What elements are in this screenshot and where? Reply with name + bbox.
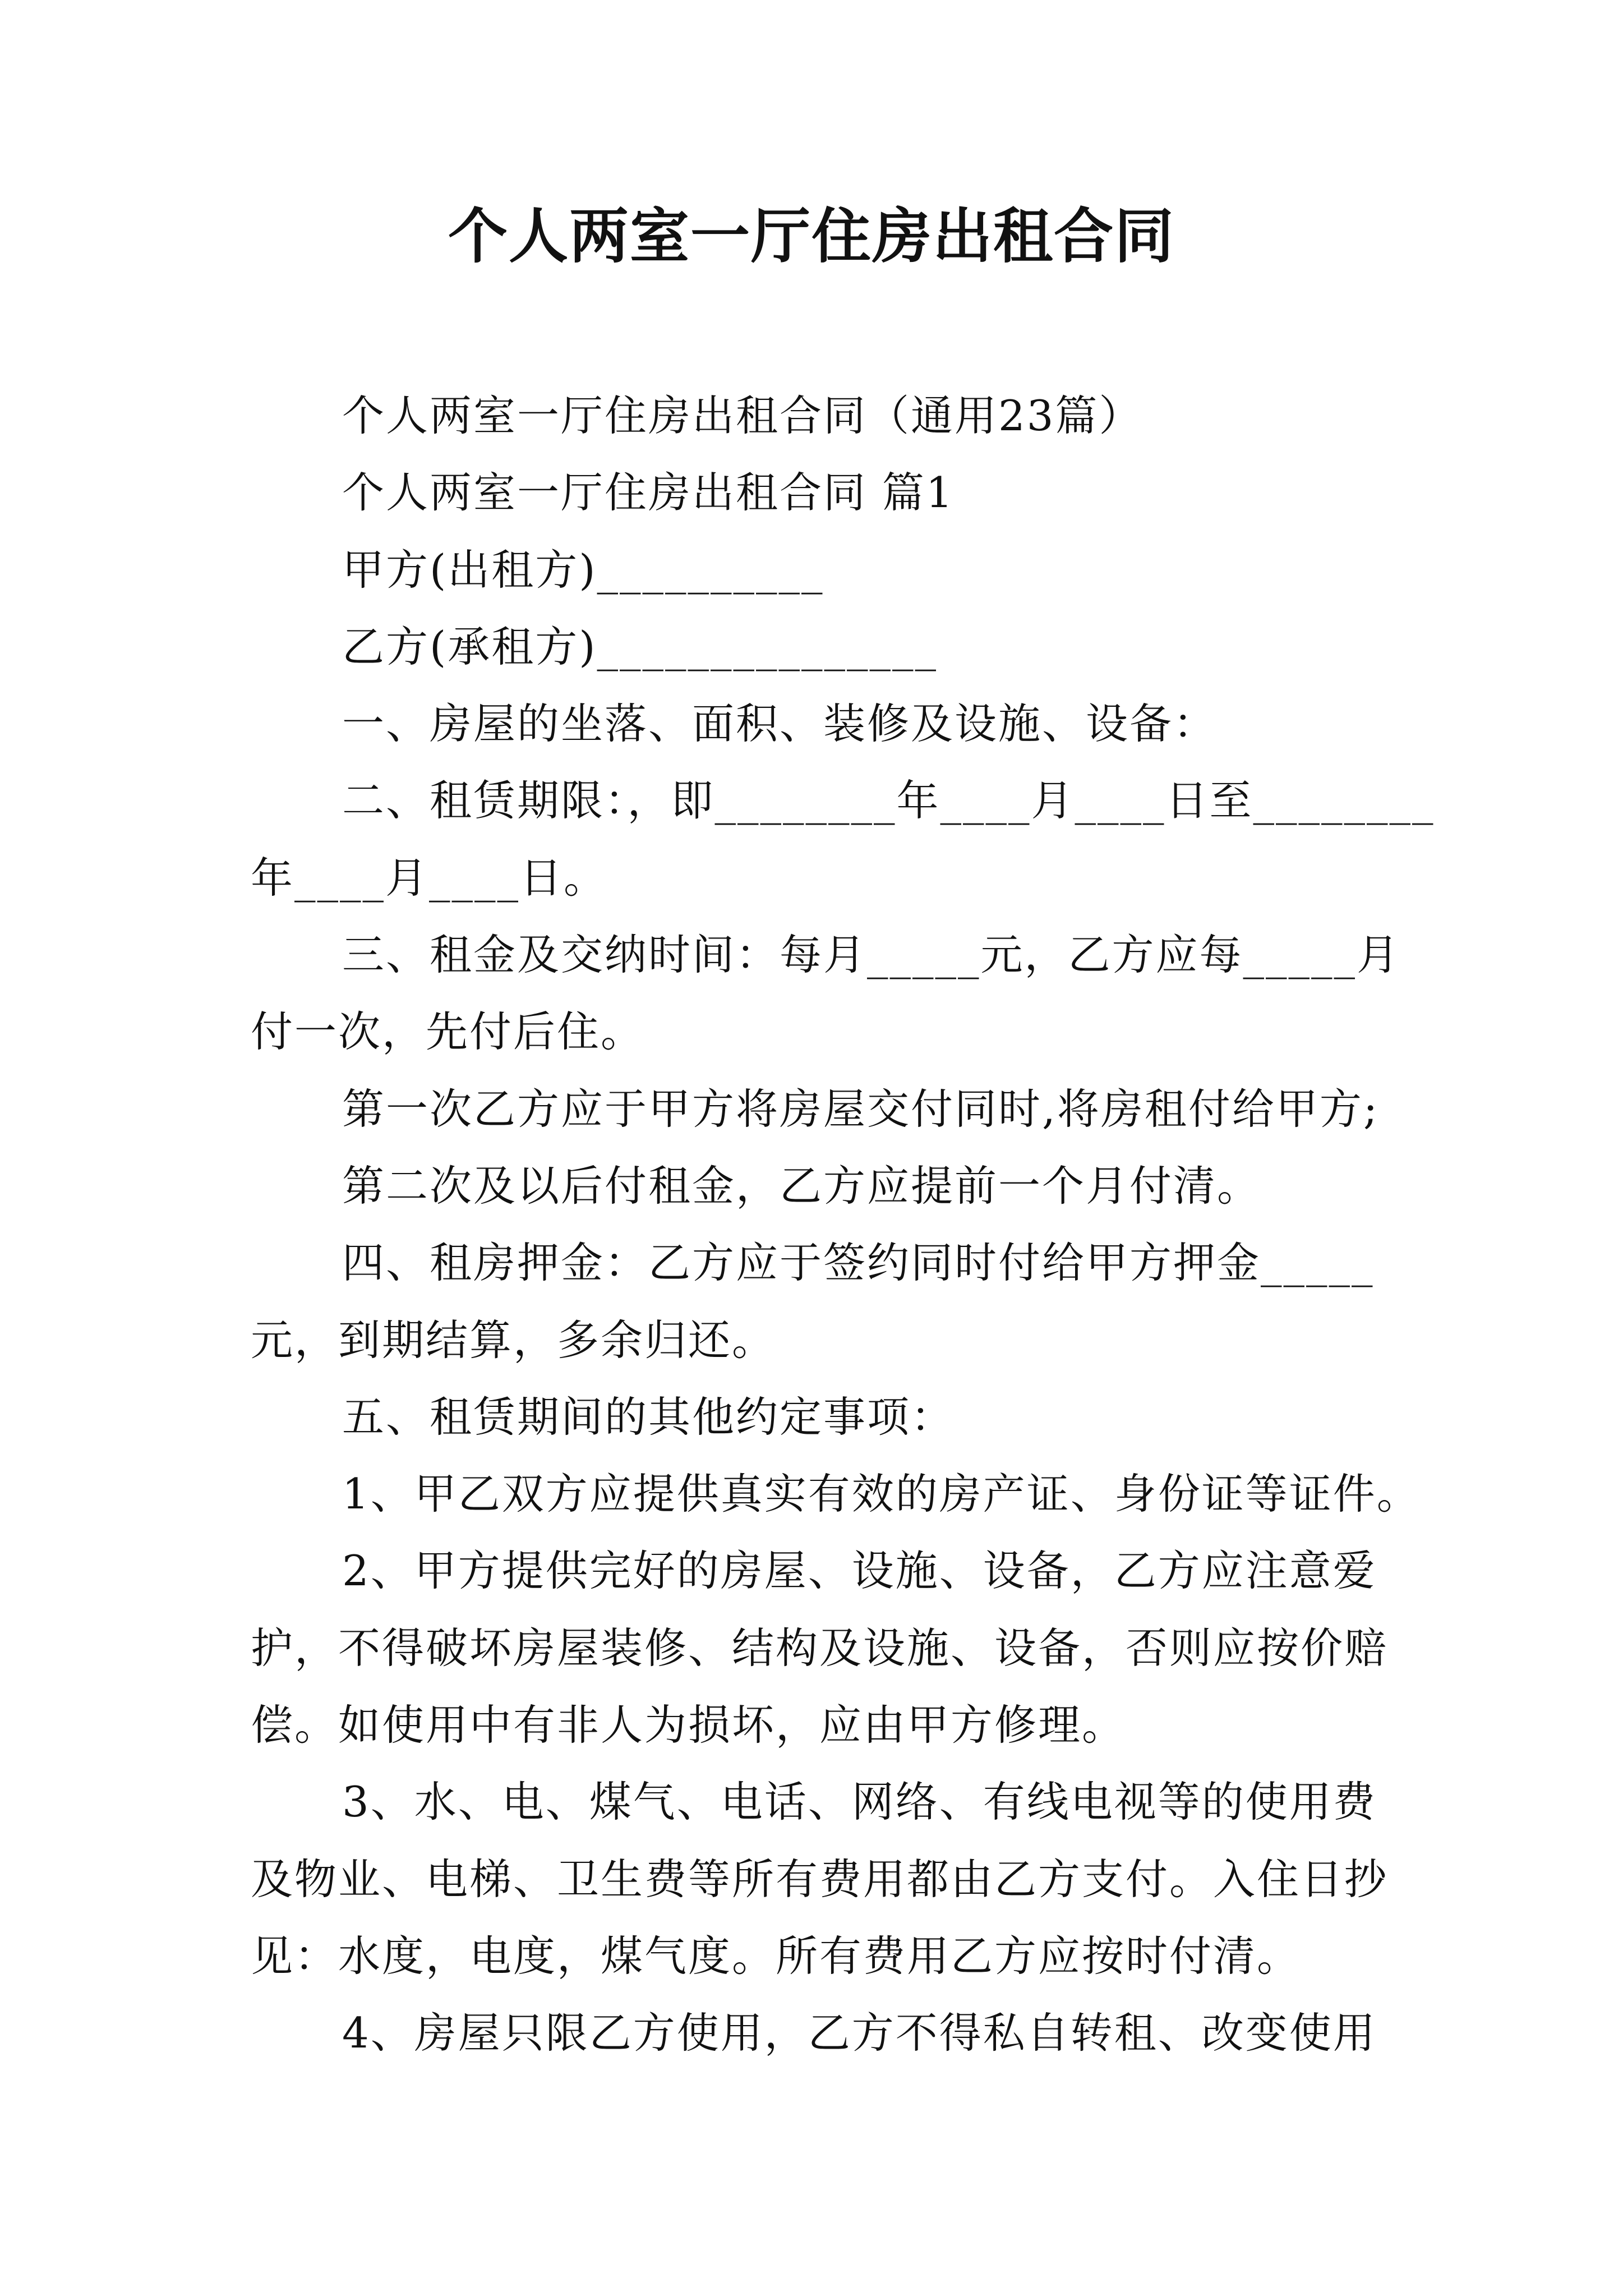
party-b-field	[251, 609, 1428, 685]
term-3-utilities	[251, 1764, 1428, 1995]
paragraph-line: 个人两室一厅住房出租合同 篇1	[342, 468, 955, 518]
document-subtitle	[251, 378, 1428, 454]
paragraph-line: 三、租金及交纳时间：每月_____元，乙方应每_____月	[342, 930, 1401, 980]
clause-lease-term	[251, 762, 1435, 917]
paragraph-line: 3、水、电、煤气、电话、网络、有线电视等的使用费	[342, 1777, 1377, 1827]
paragraph-line: 个人两室一厅住房出租合同（通用23篇）	[342, 391, 1143, 440]
paragraph-line: 乙方(承租方)_______________	[342, 622, 938, 671]
term-4-usage	[251, 1995, 1428, 2072]
paragraph-line: 第二次及以后付租金，乙方应提前一个月付清。	[342, 1161, 1261, 1211]
clause-other-terms-heading	[251, 1379, 1428, 1456]
paragraph-line: 二、租赁期限：，即________年____月____日至________	[342, 776, 1435, 826]
paragraph-line: 一、房屋的坐落、面积、装修及设施、设备：	[342, 699, 1218, 749]
rent-first-payment	[251, 1071, 1428, 1148]
chapter-heading	[251, 454, 1428, 531]
paragraph-line: 4、房屋只限乙方使用，乙方不得私自转租、改变使用	[342, 2008, 1377, 2058]
clause-premises	[251, 685, 1428, 762]
paragraph-line: 元，到期结算，多余归还。	[251, 1315, 776, 1365]
term-2-maintenance	[251, 1533, 1428, 1764]
paragraph-line: 五、租赁期间的其他约定事项：	[342, 1392, 955, 1442]
paragraph-line: 偿。如使用中有非人为损坏，应由甲方修理。	[251, 1700, 1126, 1750]
paragraph-line: 见：水度，电度，煤气度。所有费用乙方应按时付清。	[251, 1931, 1301, 1981]
paragraph-line: 四、租房押金：乙方应于签约同时付给甲方押金_____	[342, 1238, 1375, 1288]
clause-rent-payment	[251, 917, 1428, 1071]
paragraph-line: 第一次乙方应于甲方将房屋交付同时,将房租付给甲方;	[342, 1084, 1380, 1134]
paragraph-line: 1、甲乙双方应提供真实有效的房产证、身份证等证件。	[342, 1469, 1421, 1519]
paragraph-line: 及物业、电梯、卫生费等所有费用都由乙方支付。入住日抄	[251, 1854, 1389, 1904]
rent-subsequent-payment	[251, 1148, 1428, 1225]
document-body	[251, 378, 1435, 2072]
term-1-certificates	[251, 1456, 1428, 1533]
paragraph-line: 甲方(出租方)__________	[342, 545, 824, 595]
paragraph-line: 护，不得破坏房屋装修、结构及设施、设备，否则应按价赔	[251, 1623, 1389, 1673]
paragraph-line: 年____月____日。	[251, 853, 608, 903]
paragraph-line: 2、甲方提供完好的房屋、设施、设备，乙方应注意爱	[342, 1546, 1377, 1596]
party-a-field	[251, 532, 1428, 609]
paragraph-line: 付一次，先付后住。	[251, 1007, 645, 1057]
document-title: 个人两室一厅住房出租合同	[448, 201, 1175, 271]
clause-deposit	[251, 1225, 1428, 1379]
